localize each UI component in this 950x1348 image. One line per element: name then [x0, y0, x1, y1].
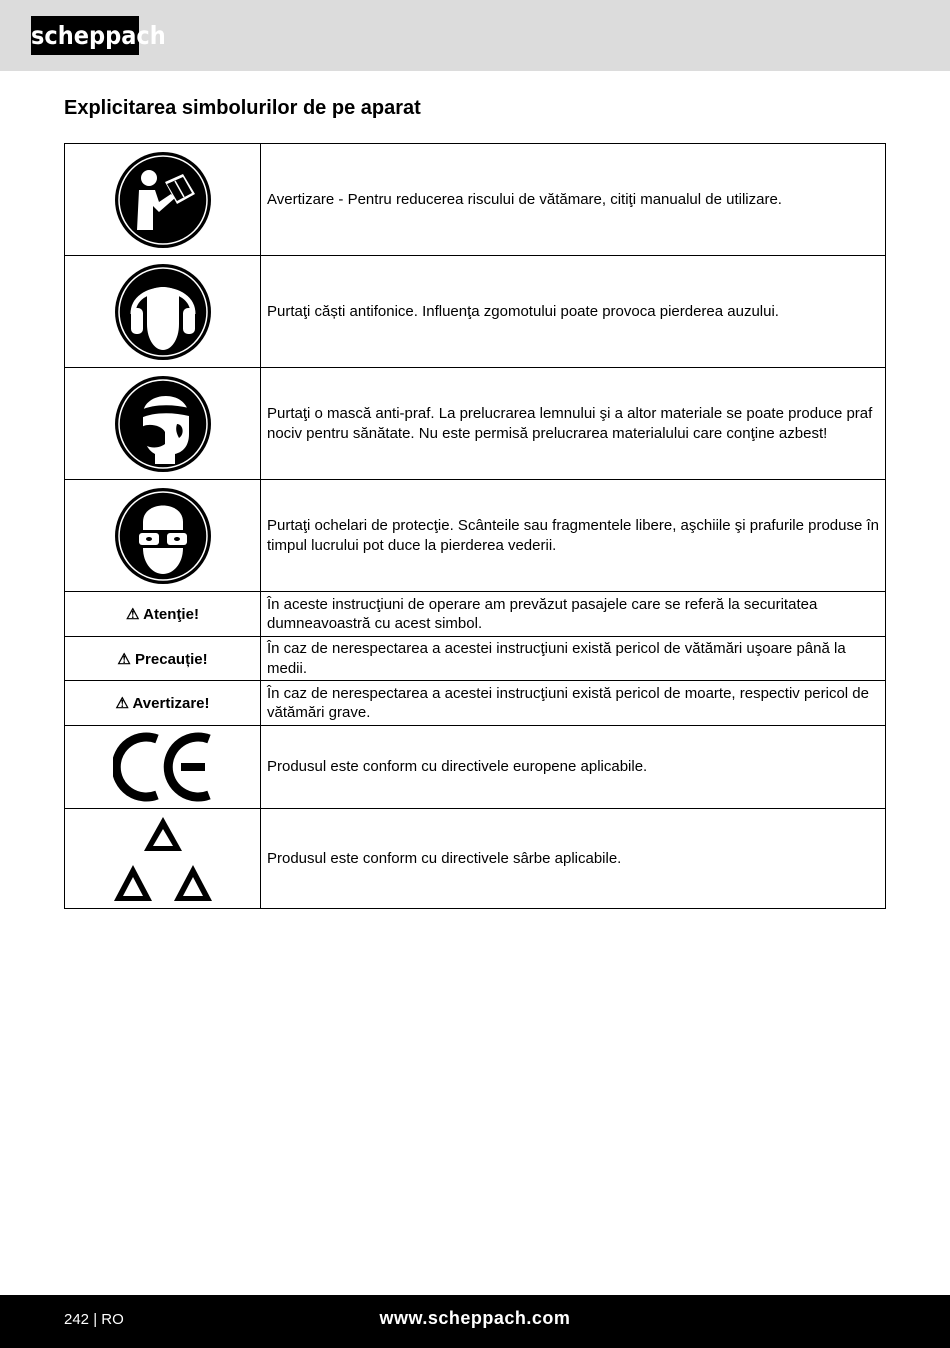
ce-mark-icon [65, 726, 261, 809]
dust-mask-icon [65, 368, 261, 480]
table-row [65, 480, 886, 592]
scheppach-logo: scheppach [31, 16, 139, 55]
row-description: Produsul este conform cu directivele sârbe aplicabile. [261, 809, 886, 909]
page-number: 242 | RO [64, 1311, 124, 1328]
ear-protection-icon [65, 256, 261, 368]
website-link[interactable]: www.scheppach.com [379, 1308, 571, 1328]
safety-goggles-icon [65, 480, 261, 592]
table-row [65, 681, 886, 726]
read-manual-icon [65, 144, 261, 256]
table-row [65, 256, 886, 368]
table-row [65, 809, 886, 909]
table-row [65, 726, 886, 809]
row-description: Purtaţi ochelari de protecţie. Scânteile sau fragmentele libere, aşchiile şi prafurile produse în timpul lucrului pot duce la pierderea vederii. [261, 480, 886, 592]
row-description: Purtaţi o mască anti-praf. La prelucrarea lemnului şi a altor materiale se poate produce praf nociv pentru sănătate. Nu este permisă prelucrarea materialului care conţine azbest! [261, 368, 886, 480]
page-header [0, 0, 950, 71]
caution-label: ⚠ Precauție! [65, 637, 261, 681]
attention-label: ⚠ Atenţie! [65, 592, 261, 637]
row-description: În caz de nerespectarea a acestei instrucţiuni există pericol de vătămări uşoare până la medii. [261, 637, 886, 681]
row-description: Avertizare - Pentru reducerea riscului de vătămare, citiţi manualul de utilizare. [261, 144, 886, 256]
warning-label: ⚠ Avertizare! [65, 681, 261, 726]
table-row [65, 144, 886, 256]
row-description: Purtaţi căști antifonice. Influenţa zgomotului poate provoca pierderea auzului. [261, 256, 886, 368]
page-footer [0, 1295, 950, 1348]
symbols-table [64, 143, 886, 909]
table-row [65, 368, 886, 480]
serbian-conformity-mark-icon [65, 809, 261, 909]
table-row [65, 637, 886, 681]
table-row [65, 592, 886, 637]
row-description: În caz de nerespectarea a acestei instrucţiuni există pericol de moarte, respectiv pericol de vătămări grave. [261, 681, 886, 726]
row-description: Produsul este conform cu directivele europene aplicabile. [261, 726, 886, 809]
page-title: Explicitarea simbolurilor de pe aparat [64, 97, 421, 119]
row-description: În aceste instrucţiuni de operare am prevăzut pasajele care se referă la securitatea dumneavoastră cu acest simbol. [261, 592, 886, 637]
